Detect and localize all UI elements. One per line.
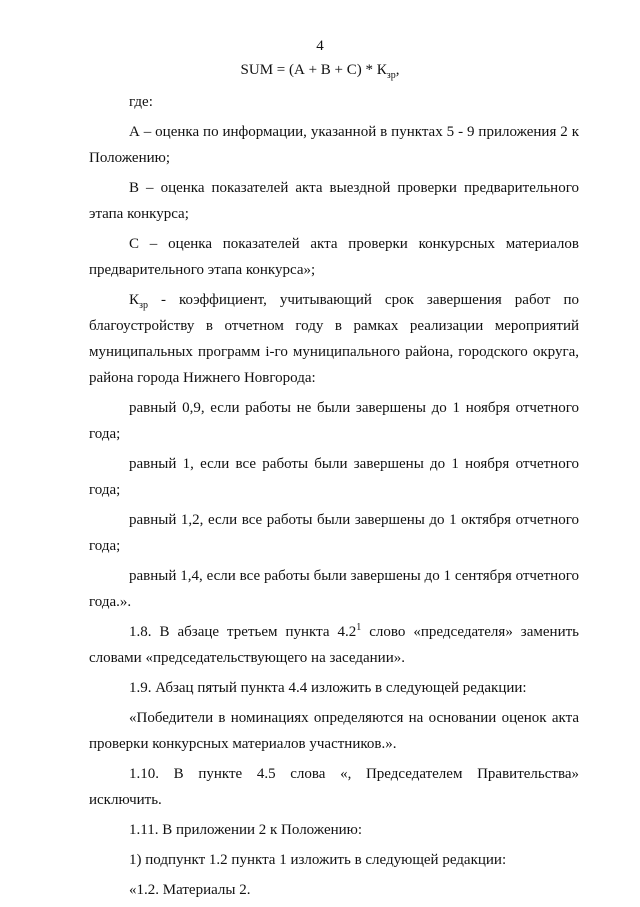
item-1-11: 1.11. В приложении 2 к Положению:	[129, 822, 363, 838]
item-1-10: 1.10. В пункте 4.5 слова «, Председателем Правительства» исключить.	[89, 766, 579, 808]
page-number: 4	[316, 38, 324, 54]
sum-formula	[0, 62, 640, 79]
definition-a: А – оценка по информации, указанной в пунктах 5 - 9 приложения 2 к Положению;	[89, 124, 579, 166]
item-1-8-text-a: 1.8. В абзаце третьем пункта 4.2	[129, 624, 357, 640]
item-1-8-text-b: слово «председателя» заменить словами «председательствующего на заседании».	[89, 624, 579, 666]
formula-main: SUM = (А + В + С) * К	[240, 62, 387, 78]
k-subscript: зр	[139, 300, 148, 311]
definition-k	[89, 287, 579, 391]
item-1-8-superscript: 1	[356, 622, 362, 633]
item-1-8	[89, 619, 579, 671]
k-definition-text: - коэффициент, учитывающий срок завершения работ по благоустройству в отчетном году в рамках реализации мероприятий муниципальных программ i-го муниципального района, городского округа, района города Нижнего Новгорода:	[89, 292, 579, 386]
coefficient-1-4: равный 1,4, если все работы были завершены до 1 сентября отчетного года.».	[89, 568, 579, 610]
where-paragraph: где:	[129, 94, 153, 110]
coefficient-1: равный 1, если все работы были завершены до 1 ноября отчетного года;	[89, 456, 579, 498]
subitem-1: 1) подпункт 1.2 пункта 1 изложить в следующей редакции:	[129, 852, 507, 868]
definition-c: С – оценка показателей акта проверки конкурсных материалов предварительного этапа конкурса»;	[89, 236, 579, 278]
coefficient-1-2: равный 1,2, если все работы были завершены до 1 октября отчетного года;	[89, 512, 579, 554]
body-text	[89, 89, 579, 907]
formula-tail: ,	[395, 62, 400, 78]
item-1-9-quote: «Победители в номинациях определяются на основании оценок акта проверки конкурсных материалов участников.».	[89, 710, 579, 752]
subitem-1-2: «1.2. Материалы 2.	[129, 882, 251, 898]
coefficient-0-9: равный 0,9, если работы не были завершены до 1 ноября отчетного года;	[89, 400, 579, 442]
definition-b: В – оценка показателей акта выездной проверки предварительного этапа конкурса;	[89, 180, 579, 222]
k-symbol: К	[129, 292, 140, 308]
item-1-9: 1.9. Абзац пятый пункта 4.4 изложить в следующей редакции:	[129, 680, 527, 696]
formula-subscript: зр	[386, 70, 396, 81]
